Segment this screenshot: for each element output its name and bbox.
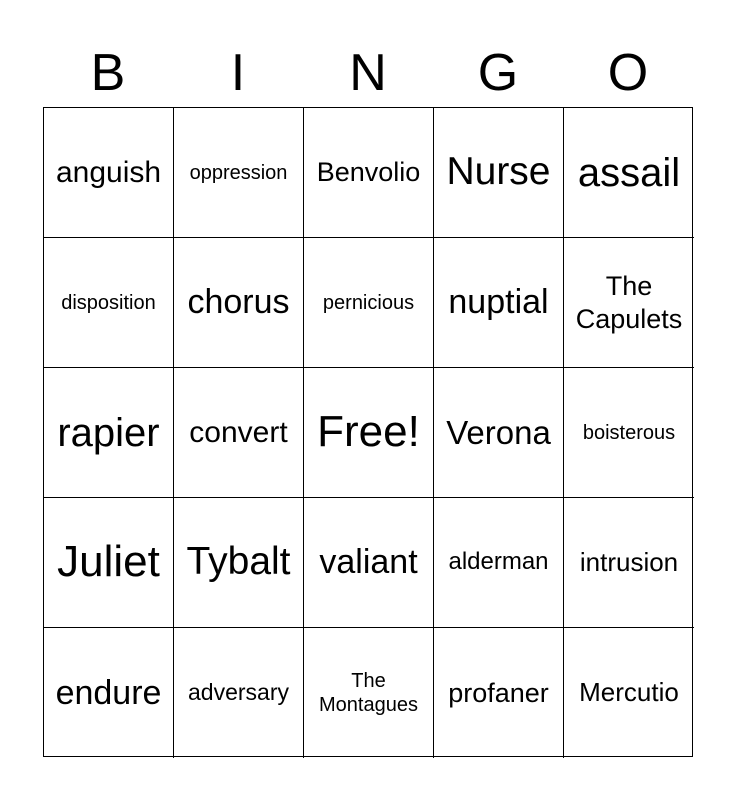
- bingo-cell[interactable]: Tybalt: [174, 498, 304, 628]
- bingo-board: [43, 107, 693, 757]
- bingo-cell[interactable]: anguish: [44, 108, 174, 238]
- bingo-cell[interactable]: intrusion: [564, 498, 694, 628]
- header-letter-g: G: [477, 44, 519, 102]
- bingo-header: [43, 40, 693, 106]
- bingo-cell[interactable]: valiant: [304, 498, 434, 628]
- bingo-cell[interactable]: disposition: [44, 238, 174, 368]
- bingo-cell[interactable]: Nurse: [434, 108, 564, 238]
- bingo-cell[interactable]: nuptial: [434, 238, 564, 368]
- bingo-cell[interactable]: assail: [564, 108, 694, 238]
- header-letter-i: I: [230, 44, 246, 102]
- bingo-cell[interactable]: endure: [44, 628, 174, 758]
- bingo-cell[interactable]: profaner: [434, 628, 564, 758]
- bingo-cell[interactable]: oppression: [174, 108, 304, 238]
- bingo-cell[interactable]: Benvolio: [304, 108, 434, 238]
- bingo-cell[interactable]: The Capulets: [564, 238, 694, 368]
- header-letter-b: B: [90, 44, 126, 102]
- bingo-cell[interactable]: Verona: [434, 368, 564, 498]
- bingo-cell[interactable]: boisterous: [564, 368, 694, 498]
- header-letter-n: N: [349, 44, 387, 102]
- bingo-cell[interactable]: chorus: [174, 238, 304, 368]
- bingo-cell[interactable]: convert: [174, 368, 304, 498]
- bingo-cell[interactable]: The Montagues: [304, 628, 434, 758]
- bingo-cell[interactable]: Mercutio: [579, 677, 679, 708]
- bingo-cell[interactable]: pernicious: [304, 238, 434, 368]
- bingo-cell[interactable]: rapier: [44, 368, 174, 498]
- bingo-cell[interactable]: alderman: [434, 498, 564, 628]
- header-letter-o: O: [607, 44, 649, 102]
- free-space-cell[interactable]: Free!: [304, 368, 434, 498]
- bingo-cell[interactable]: adversary: [174, 628, 304, 758]
- bingo-cell[interactable]: Juliet: [44, 498, 174, 628]
